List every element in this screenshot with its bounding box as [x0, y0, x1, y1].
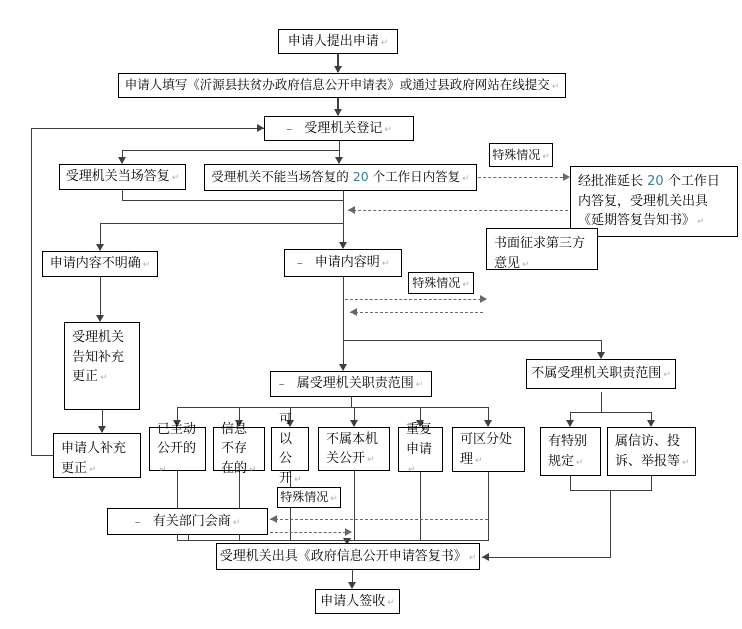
flow-line [100, 223, 344, 224]
flow-line [31, 128, 32, 455]
label-special-case-3: 特殊情况 ↵ [277, 487, 341, 508]
label-special-case-1: 特殊情况 ↵ [489, 143, 553, 167]
flow-line [31, 455, 54, 456]
node-fill-application-form: 申请人填写《沂源县扶贫办政府信息公开申请表》或通过县政府网站在线提交 ↵ [118, 73, 566, 98]
node-within-scope: – 属受理机关职责范围 ↵ [270, 371, 432, 397]
arrow-down-icon [334, 109, 342, 116]
flow-line [570, 476, 571, 490]
node-repeated-application: 重复申请 ↵ [398, 427, 443, 472]
node-content-unclear: 申请内容不明确 ↵ [42, 251, 158, 277]
flow-line [651, 476, 652, 490]
flow-line [343, 276, 344, 370]
node-extended-reply: 经批准延长 20 个工作日内答复，受理机关出具《延期答复告知书》 ↵ [570, 166, 738, 237]
node-not-this-agency: 不属本机关公开 ↵ [318, 427, 390, 471]
flow-line [122, 200, 344, 201]
node-onsite-reply: 受理机关当场答复 ↵ [59, 164, 186, 190]
arrow-right-icon [345, 528, 352, 536]
flow-line [420, 472, 421, 540]
flow-line-dashed [345, 299, 486, 300]
flow-line-dashed [350, 312, 483, 313]
arrow-right-icon [257, 124, 264, 132]
flow-line [482, 557, 611, 558]
arrow-left-icon [350, 308, 357, 316]
node-registration: – 受理机关登记 ↵ [264, 116, 414, 141]
flow-line-dashed [478, 177, 568, 178]
label-special-case-2: 特殊情况 ↵ [408, 272, 474, 294]
arrow-down-icon [597, 352, 605, 359]
arrow-right-icon [480, 295, 487, 303]
node-petition-complaint: 属信访、投诉、举报等 ↵ [607, 427, 696, 476]
node-reply-within-20-days: 受理机关不能当场答复的 20 个工作日内答复 ↵ [204, 164, 477, 191]
node-outside-scope: 不属受理机关职责范围 ↵ [526, 359, 676, 389]
flow-line [31, 128, 264, 129]
arrow-left-icon [348, 206, 355, 214]
node-issue-reply-document: 受理机关出具《政府信息公开申请答复书》 ↵ [216, 543, 480, 570]
arrow-down-icon [350, 420, 358, 427]
arrow-down-icon [647, 420, 655, 427]
arrow-down-icon [339, 364, 347, 371]
arrow-down-icon [348, 582, 356, 589]
arrow-down-icon [335, 157, 343, 164]
flow-line-dashed [270, 519, 488, 520]
flow-line [570, 412, 652, 413]
arrow-down-icon [334, 66, 342, 73]
flow-line [122, 150, 340, 151]
arrow-left-icon [270, 515, 277, 523]
node-can-disclose: 可以公开 ↵ [271, 427, 309, 471]
flow-line [343, 190, 344, 248]
flow-line [177, 540, 489, 541]
arrow-down-icon [96, 244, 104, 251]
node-already-public: 已主动公开的 ↵ [149, 427, 206, 471]
node-applicant-supplement: 申请人补充更正 ↵ [53, 433, 141, 478]
flow-line [343, 340, 602, 341]
flow-line [570, 490, 652, 491]
node-special-provisions: 有特别规定 ↵ [540, 427, 601, 476]
arrow-left-icon [482, 553, 489, 561]
arrow-down-icon [339, 242, 347, 249]
flow-line [177, 407, 489, 408]
node-submit-application: 申请人提出申请 ↵ [278, 29, 398, 54]
flow-line [601, 392, 602, 413]
arrow-down-icon [484, 420, 492, 427]
node-separable-handling: 可区分处理 ↵ [452, 427, 525, 472]
node-notify-supplement: 受理机关告知补充更正 ↵ [64, 322, 140, 410]
node-department-consultation: – 有关部门会商 ↵ [107, 508, 268, 535]
node-applicant-sign: 申请人签收 ↵ [315, 589, 400, 614]
arrow-down-icon [96, 315, 104, 322]
node-third-party-opinion: 书面征求第三方意见 ↵ [486, 228, 598, 270]
arrow-down-icon [98, 426, 106, 433]
arrow-right-icon [563, 173, 570, 181]
node-content-clear: – 申请内容明 ↵ [284, 249, 402, 277]
flow-line-dashed [348, 210, 568, 211]
arrow-down-icon [566, 420, 574, 427]
flow-line [610, 490, 611, 557]
arrow-down-icon [118, 157, 126, 164]
node-info-not-exist: 信息不存在的 ↵ [213, 427, 265, 471]
flow-line-dashed [270, 532, 351, 533]
flow-line [488, 472, 489, 540]
flow-line [354, 471, 355, 540]
